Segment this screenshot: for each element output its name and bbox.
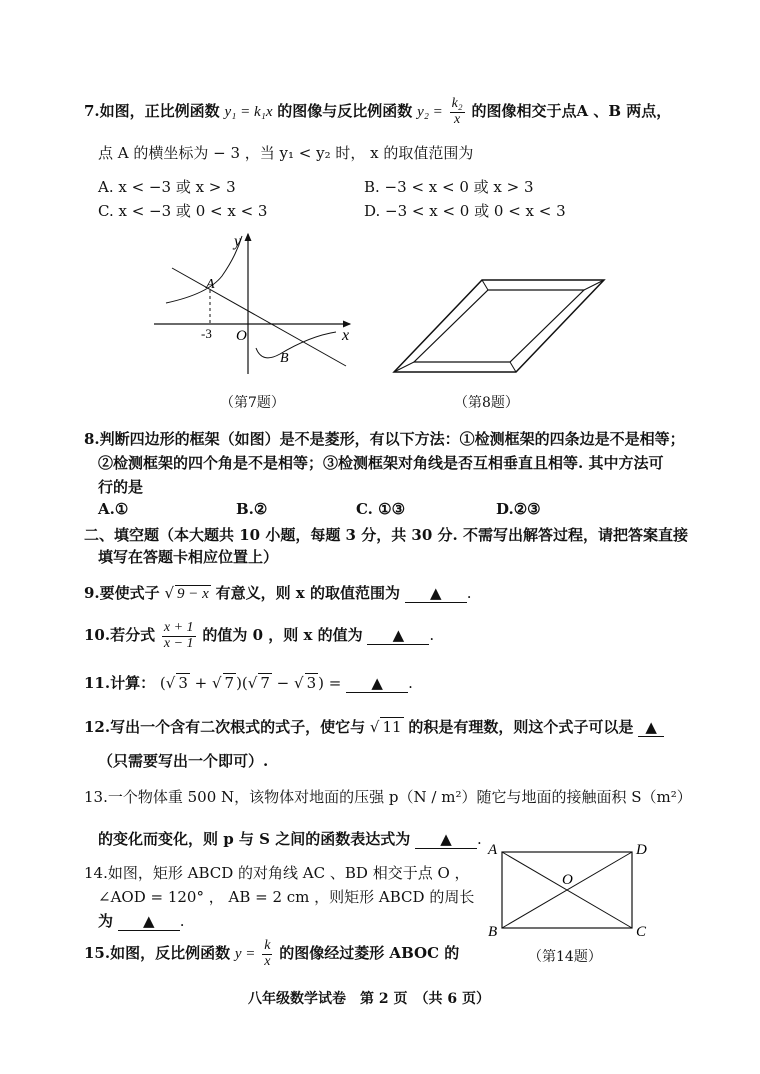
q7-option-b: B. −3 < x < 0 或 x > 3 — [364, 178, 534, 196]
q14-line1: 14.如图，矩形 ABCD 的对角线 AC 、BD 相交于点 O ， — [84, 864, 470, 882]
q13-answer-blank[interactable]: ▲ — [415, 830, 477, 849]
q8-option-a: A.① — [98, 500, 129, 518]
section2-line1: 二、填空题（本大题共 10 小题，每题 3 分，共 30 分. 不需写出解答过程，请把答案直接 — [84, 526, 688, 544]
proportional-line — [172, 268, 346, 366]
q10: 10.若分式 $\frac{x + 1}{x - 1}$ 的值为 0 ，则 x 的值为 ▲ . — [84, 619, 435, 651]
q7-fn2-fraction — [450, 97, 465, 127]
page-footer: 八年级数学试卷 第 2 页 （共 6 页） — [248, 991, 490, 1007]
q11-answer-blank[interactable]: ▲ — [346, 674, 408, 693]
q13-line2: 的变化而变化，则 p 与 S 之间的函数表达式为 ▲ . — [98, 830, 482, 848]
q10-den: x − 1 — [163, 635, 194, 651]
q10-fraction — [162, 621, 196, 651]
q7-fn1: y₁ = k₁x — [224, 104, 273, 120]
frame-outer — [394, 280, 604, 372]
q14-rectangle-figure — [484, 838, 654, 940]
q8-option-c: C. ①③ — [356, 500, 406, 518]
q9-post: 有意义，则 x 的取值范围为 — [215, 584, 400, 602]
answer-mark: ▲ — [429, 584, 442, 602]
q12-post: 的积是有理数，则这个式子可以是 — [408, 718, 634, 736]
label-b: B — [280, 351, 289, 366]
q15: 15.如图，反比例函数 y = $\frac{k}{x}$ 的图像经过菱形 ABOC 的 — [84, 937, 460, 969]
q12-pre: 12.写出一个含有二次根式的式子，使它与 — [84, 718, 366, 736]
label-o: O — [562, 872, 573, 888]
q14-line3: 为 ▲ . — [98, 912, 185, 930]
q15-fraction: $\frac{k}{x}$ — [264, 937, 271, 969]
q15-pre: 15.如图，反比例函数 — [84, 944, 231, 962]
q7-fn2-num: k₂ — [451, 95, 463, 111]
q7-graph — [150, 228, 360, 378]
q8-option-d: D.②③ — [496, 500, 541, 518]
q7-caption: （第7题） — [220, 395, 285, 411]
q9-radicand: 9 − x — [177, 586, 209, 602]
q7-option-a: A. x < −3 或 x > 3 — [98, 178, 236, 196]
q9-answer-blank[interactable] — [405, 584, 467, 603]
q13-line1: 13.一个物体重 500 N，该物体对地面的压强 p（N / m²）随它与地面的接触面积 S（m²） — [84, 788, 692, 806]
q14-line2: ∠AOD = 120° ， AB = 2 cm ，则矩形 ABCD 的周长 — [98, 888, 475, 906]
q9-pre: 9.要使式子 — [84, 584, 160, 602]
q7-option-c: C. x < −3 或 0 < x < 3 — [98, 202, 268, 220]
q10-num: x + 1 — [163, 619, 194, 635]
label-y: y — [234, 233, 242, 250]
label-o: O — [236, 328, 247, 344]
label-a: A — [206, 277, 215, 292]
q8-line3: 行的是 — [98, 478, 144, 496]
q10-answer-blank[interactable]: ▲ — [367, 626, 429, 645]
q14-answer-blank[interactable]: ▲ — [118, 912, 180, 931]
q10-post: 的值为 0 ，则 x 的值为 — [202, 626, 363, 644]
q8-line2: ②检测框架的四个角是不是相等；③检测框架对角线是否互相垂直且相等. 其中方法可 — [98, 454, 664, 472]
q11: 11.计算： (√ 3 + √ 7 )(√ 7 − √ 3 ) = ▲ . — [84, 674, 413, 692]
q8-option-b: B.② — [236, 500, 268, 518]
q15-post: 的图像经过菱形 ABOC 的 — [279, 944, 460, 962]
section2-line2: 填写在答题卡相应位置上） — [98, 548, 279, 566]
q7-line1-pre: 7.如图，正比例函数 — [84, 102, 220, 120]
q11-pre: 11.计算： — [84, 674, 156, 692]
q12-answer-blank[interactable]: ▲ — [638, 718, 664, 737]
q14-caption: （第14题） — [528, 949, 602, 965]
label-x: x — [342, 327, 350, 344]
q8-caption: （第8题） — [454, 395, 519, 411]
label-neg3: -3 — [201, 326, 212, 341]
q7-fn2-lhs: y₂ = — [417, 104, 443, 120]
q12-radicand: 11 — [382, 718, 402, 736]
q7-option-d: D. −3 < x < 0 或 0 < x < 3 — [364, 202, 566, 220]
label-a: A — [488, 842, 498, 858]
label-d: D — [636, 842, 647, 858]
q8-frame-figure — [390, 276, 610, 376]
q7-line2: 点 A 的横坐标为 − 3 ，当 y₁ < y₂ 时， x 的取值范围为 — [98, 144, 474, 162]
q7-line1-post: 的图像相交于点A 、B 两点， — [471, 102, 672, 120]
hyperbola-branch-upper — [166, 236, 242, 303]
q7-fn2-den: x — [454, 111, 461, 127]
frame-inner — [414, 290, 584, 362]
q10-pre: 10.若分式 — [84, 626, 156, 644]
q12-line2: （只需要写出一个即可）. — [98, 752, 269, 770]
q7-line1-mid: 的图像与反比例函数 — [277, 102, 413, 120]
label-b: B — [488, 924, 498, 940]
q13-line2-text: 的变化而变化，则 p 与 S 之间的函数表达式为 — [98, 830, 411, 848]
q9: 9.要使式子 √ 9 − x 有意义，则 x 的取值范围为 ▲ . — [84, 584, 472, 602]
q7-line1 — [84, 88, 671, 134]
q8-line1: 8.判断四边形的框架（如图）是不是菱形，有以下方法：①检测框架的四条边是不是相等； — [84, 430, 685, 448]
q12-line1: 12.写出一个含有二次根式的式子，使它与 √ 11 的积是有理数，则这个式子可以是 ▲ — [84, 716, 664, 737]
label-c: C — [636, 924, 647, 940]
